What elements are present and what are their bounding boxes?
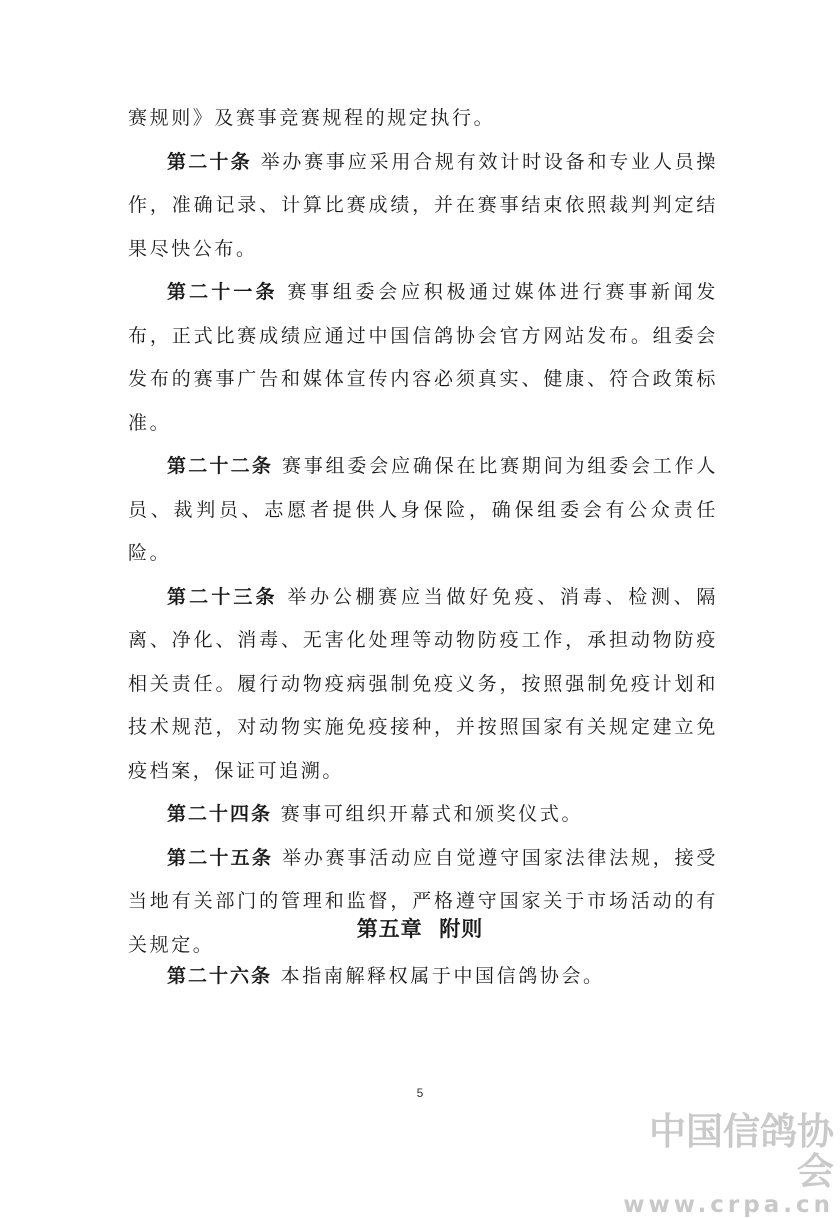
article-number: 第二十二条 xyxy=(167,455,274,477)
article-number: 第二十六条 xyxy=(167,965,273,987)
article-24 xyxy=(128,793,718,837)
page-number: 5 xyxy=(416,1086,424,1100)
article-text: 举办公棚赛应当做好免疫、消毒、检测、隔离、净化、消毒、无害化处理等动物防疫工作，承担动物防疫相关责任。履行动物疫病强制免疫义务，按照强制免疫计划和技术规范，对动物实施免疫接种，并按照国家有关规定建立免疫档案，保证可追溯。 xyxy=(128,585,718,782)
chapter-title: 第五章 附则 xyxy=(356,917,484,941)
article-text: 赛事组委会应积极通过媒体进行赛事新闻发布，正式比赛成绩应通过中国信鸽协会官方网站发布。组委会发布的赛事广告和媒体宣传内容必须真实、健康、符合政策标准。 xyxy=(128,281,718,434)
article-23 xyxy=(128,576,718,794)
article-number: 第二十五条 xyxy=(167,846,274,869)
article-number: 第二十一条 xyxy=(167,281,278,303)
article-text: 赛事可组织开幕式和颁奖仪式。 xyxy=(280,803,584,825)
article-text: 赛事组委会应确保在比赛期间为组委会工作人员、裁判员、志愿者提供人身保险，确保组委会有公众责任险。 xyxy=(128,455,718,564)
body-text xyxy=(128,97,718,967)
article-22 xyxy=(128,445,718,576)
watermark-logo xyxy=(614,1112,834,1218)
article-text: 本指南解释权属于中国信鸽协会。 xyxy=(280,965,605,987)
watermark-name: 中国信鸽协会 xyxy=(649,1110,834,1193)
watermark-url: www.crpa.cn xyxy=(623,1192,834,1218)
article-number: 第二十条 xyxy=(167,150,252,173)
article-21 xyxy=(128,271,718,445)
article-text: 举办赛事活动应自觉遵守国家法律法规，接受当地有关部门的管理和监督，严格遵守国家关于市场活动的有关规定。 xyxy=(128,846,718,956)
article-number: 第二十四条 xyxy=(167,803,273,825)
article-text: 举办赛事应采用合规有效计时设备和专业人员操作，准确记录、计算比赛成绩，并在赛事结束依照裁判判定结果尽快公布。 xyxy=(128,150,718,260)
article-26 xyxy=(167,955,727,999)
article-number: 第二十三条 xyxy=(167,585,278,608)
continuation-paragraph: 赛规则》及赛事竞赛规程的规定执行。 xyxy=(128,107,496,129)
article-25 xyxy=(128,837,718,968)
article-20 xyxy=(128,141,718,272)
